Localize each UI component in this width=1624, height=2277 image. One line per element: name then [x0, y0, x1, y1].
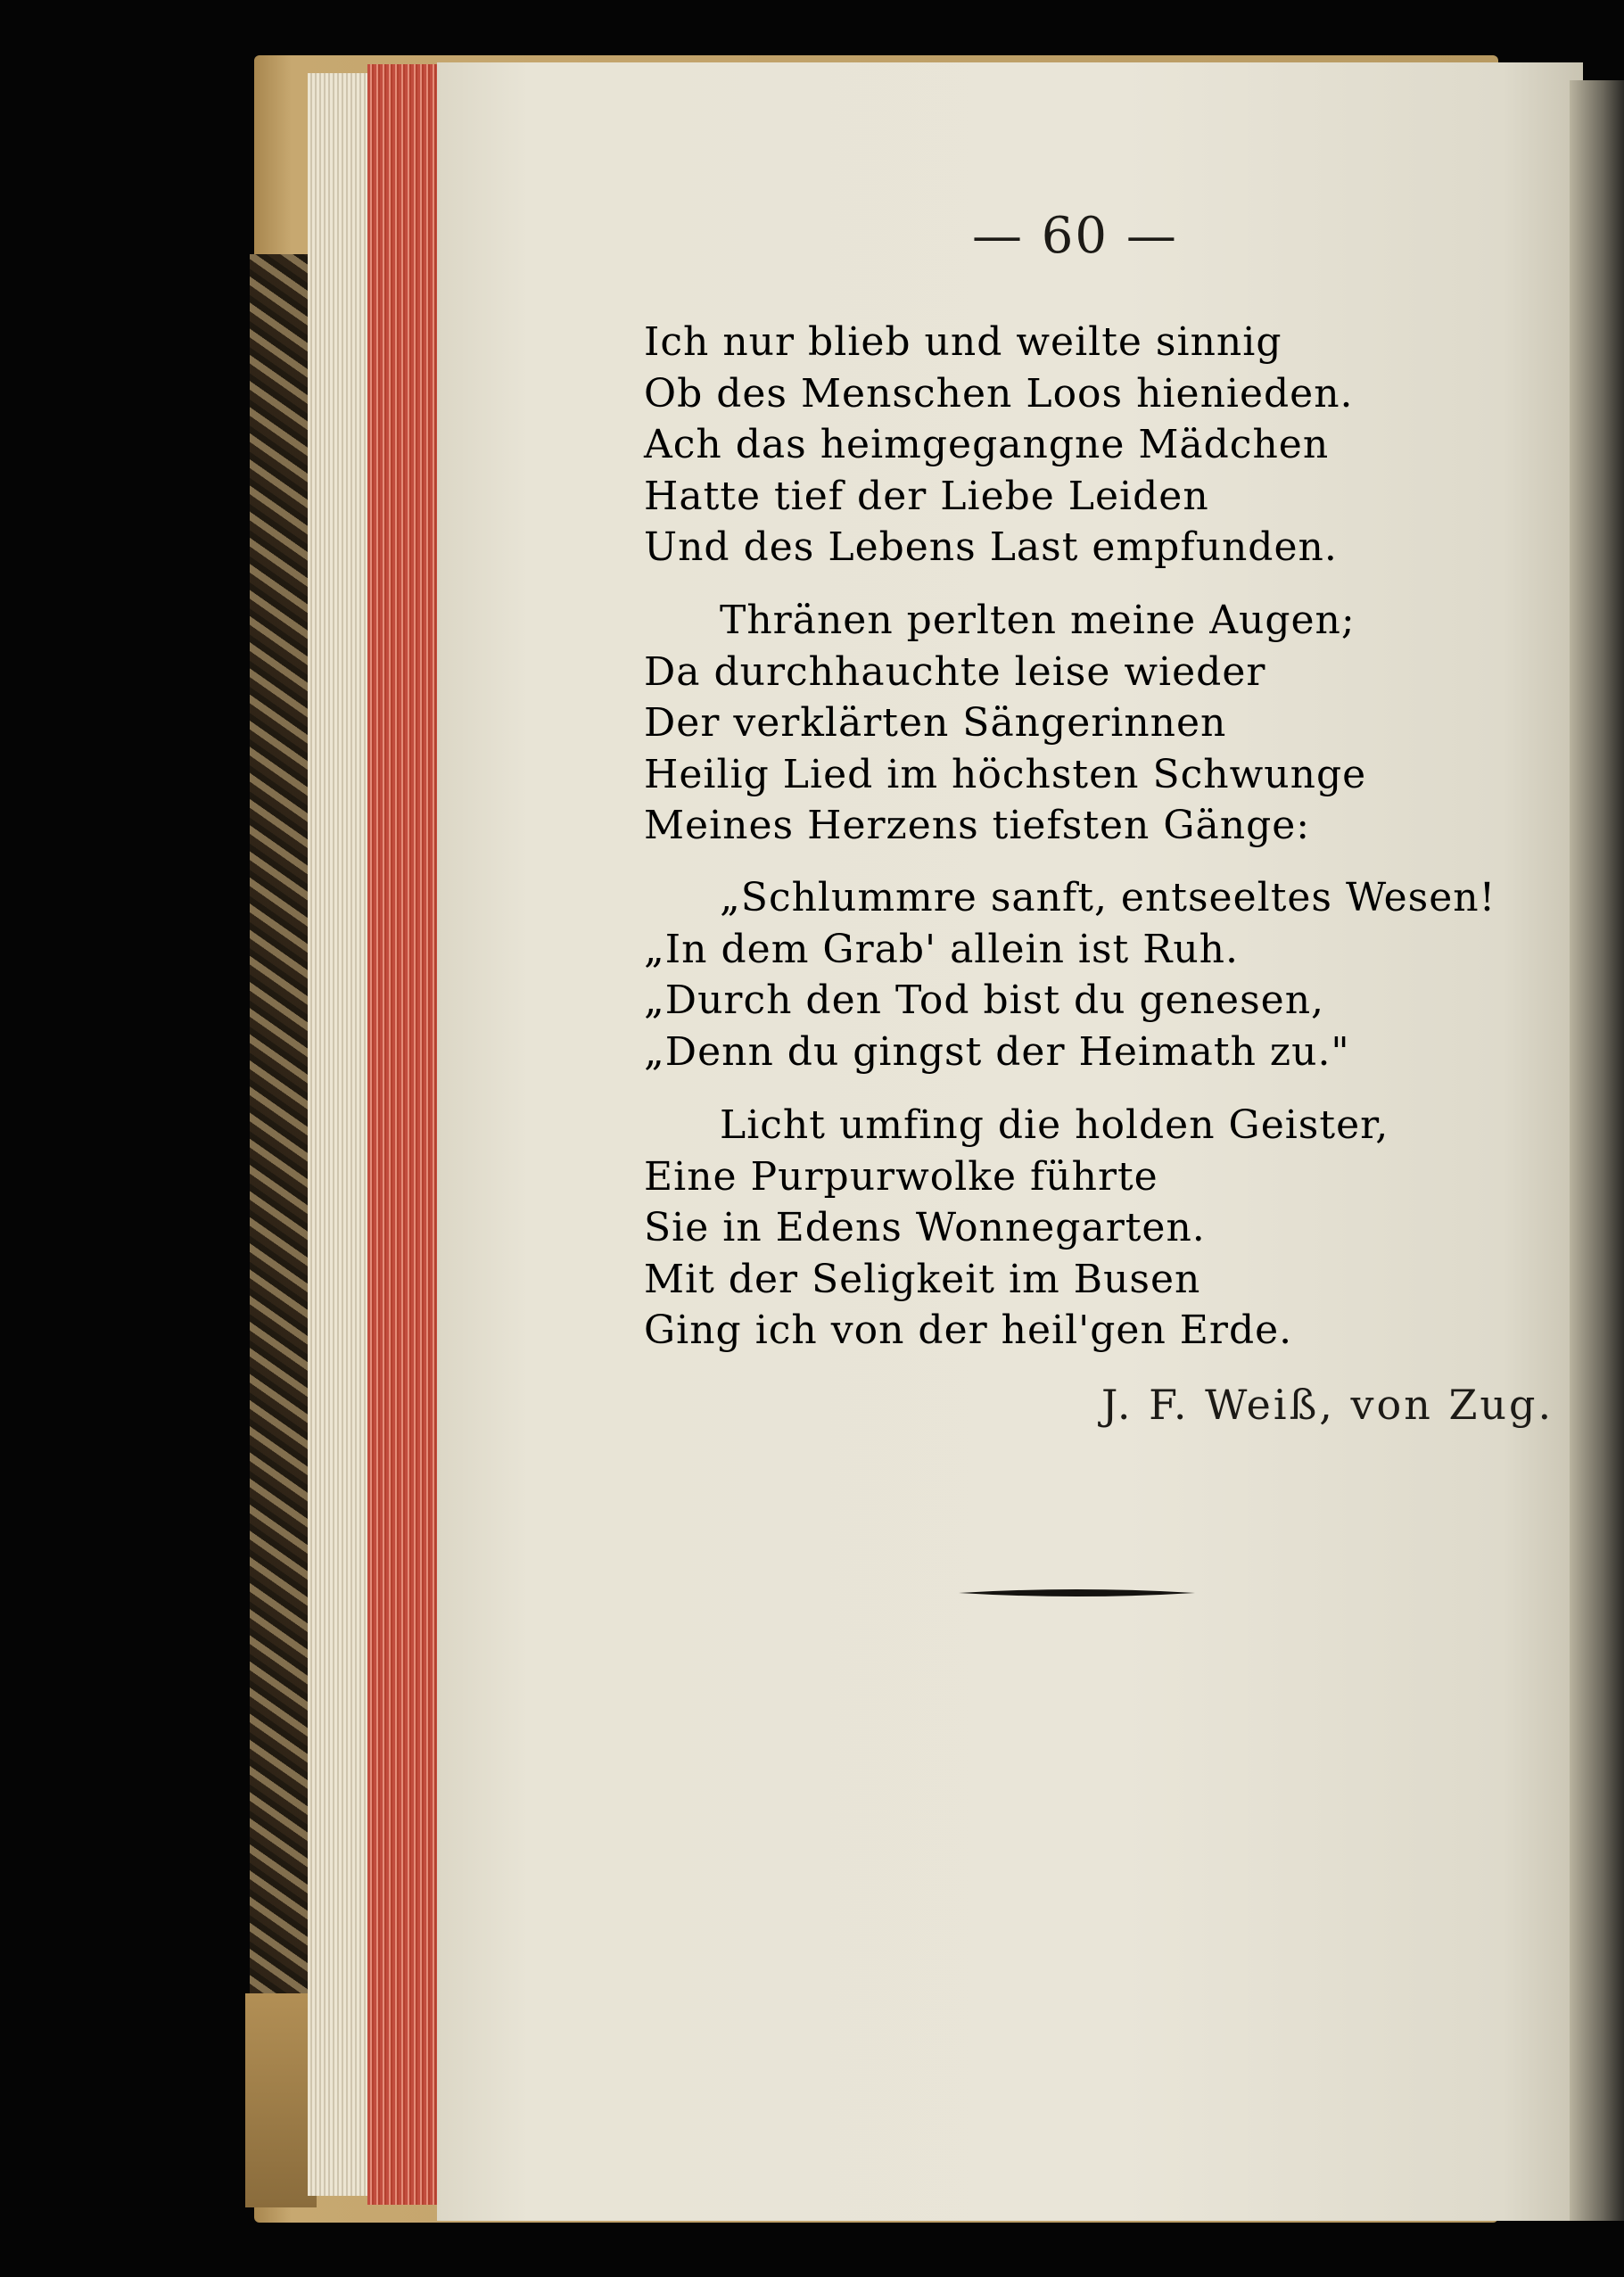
- poem-line: Hatte tief der Liebe Leiden: [644, 473, 1209, 519]
- poem-line: Da durchhauchte leise wieder: [644, 648, 1266, 695]
- page-number: — 60 —: [972, 207, 1178, 265]
- red-page-edge: [367, 64, 439, 2205]
- poem-line: Ging ich von der heil'gen Erde.: [644, 1308, 1293, 1353]
- poem-line: „In dem Grab' allein ist Ruh.: [644, 926, 1239, 972]
- end-ornament-rule: [959, 1586, 1195, 1600]
- poem-line: Und des Lebens Last empfunden.: [644, 524, 1338, 570]
- poem-line: „Schlummre sanft, entseeltes Wesen!: [720, 875, 1496, 920]
- poem-line: Ich nur blieb und weilte sinnig: [644, 319, 1282, 365]
- stanza: [644, 872, 1496, 1077]
- poem-line: Heilig Lied im höchsten Schwunge: [644, 751, 1367, 797]
- poem-line: Eine Purpurwolke führte: [644, 1153, 1158, 1200]
- poem-line: Der verklärten Sängerinnen: [644, 700, 1227, 746]
- stanza: [644, 317, 1354, 573]
- poem-line: Sie in Edens Wonnegarten.: [644, 1205, 1206, 1250]
- marbled-binding: [250, 254, 308, 1993]
- poem-line: „Denn du gingst der Heimath zu.": [644, 1028, 1350, 1075]
- poem-line: Ach das heimgegangne Mädchen: [644, 422, 1330, 467]
- poem-line: Mit der Seligkeit im Busen: [644, 1256, 1201, 1302]
- author-signature: J. F. Weiß, von Zug.: [1101, 1381, 1554, 1429]
- stanza: [644, 595, 1366, 852]
- poem-line: Thränen perlten meine Augen;: [720, 598, 1356, 643]
- stanza: [644, 1100, 1389, 1357]
- cover-corner: [245, 1993, 317, 2207]
- page-gutter: [1570, 80, 1624, 2221]
- poem-line: Licht umfing die holden Geister,: [720, 1102, 1389, 1148]
- poem-line: „Durch den Tod bist du genesen,: [644, 978, 1325, 1023]
- page-edges: [308, 73, 370, 2196]
- poem-line: Ob des Menschen Loos hienieden.: [644, 370, 1354, 417]
- poem-line: Meines Herzens tiefsten Gänge:: [644, 803, 1311, 848]
